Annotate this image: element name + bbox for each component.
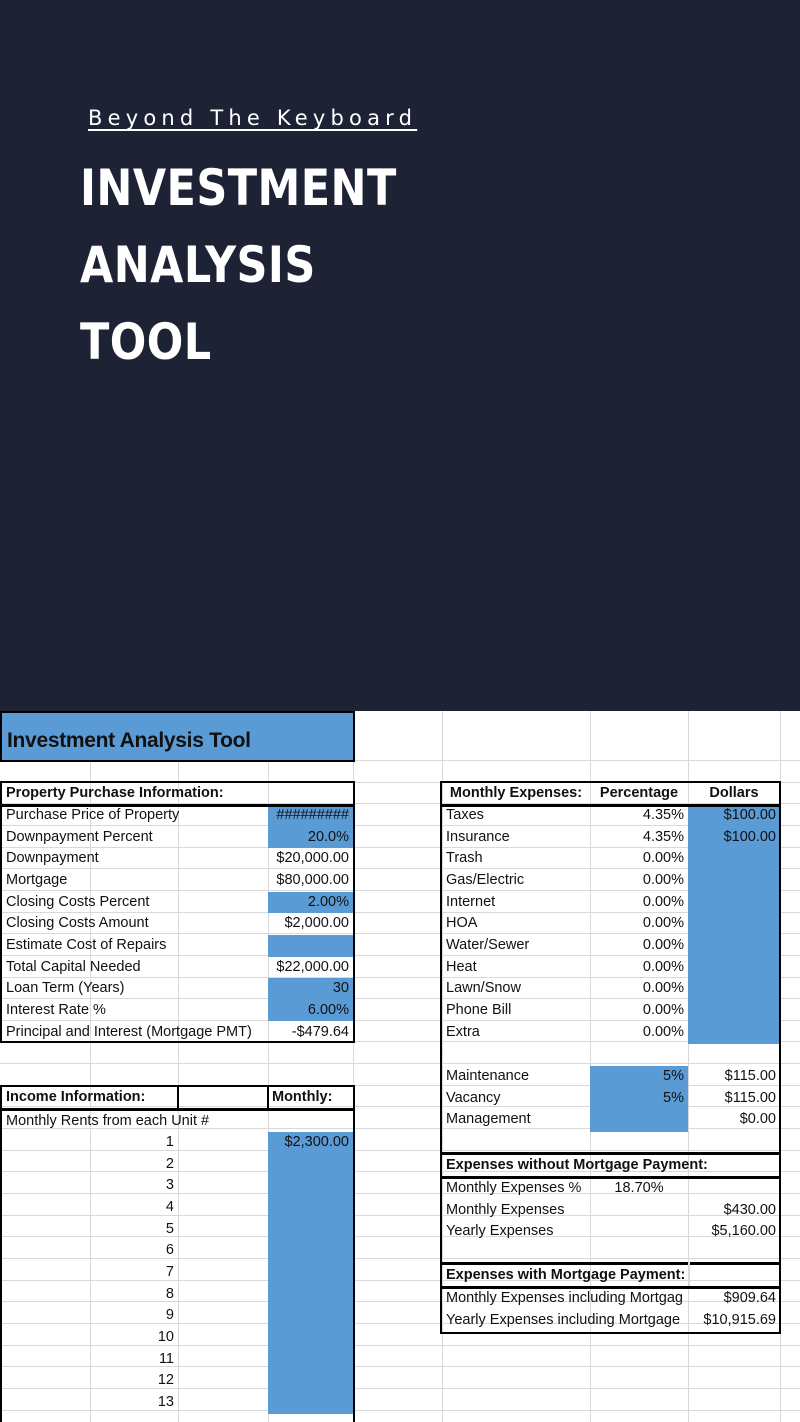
expense-percent: 0.00% — [642, 936, 684, 953]
expense-percent: 0.00% — [642, 871, 684, 888]
property-value-cell[interactable]: $22,000.00 — [276, 958, 349, 975]
unit-rent-cell[interactable] — [268, 1305, 353, 1328]
unit-number: 9 — [165, 1307, 174, 1324]
expense-percent: 4.35% — [642, 828, 684, 845]
headline-line-1: INVESTMENT — [80, 159, 397, 217]
reserve-dollars: $0.00 — [739, 1111, 776, 1128]
unit-number: 2 — [165, 1155, 174, 1172]
unit-rent-cell[interactable] — [268, 1284, 353, 1307]
without-mortgage-header[interactable]: Expenses without Mortgage Payment: — [446, 1157, 708, 1173]
expense-percent: 0.00% — [642, 1001, 684, 1018]
headline-line-2: ANALYSIS — [80, 236, 316, 294]
expense-percent: 0.00% — [642, 893, 684, 910]
expense-dollars-cell[interactable] — [688, 870, 780, 893]
reserve-label: Maintenance — [446, 1068, 530, 1084]
expense-dollars-cell[interactable] — [688, 913, 780, 936]
expense-label: Extra — [446, 1023, 480, 1040]
property-value-cell[interactable]: $80,000.00 — [276, 871, 349, 888]
unit-rent-cell[interactable] — [268, 1262, 353, 1285]
rents-subheader[interactable]: Monthly Rents from each Unit # — [6, 1113, 210, 1129]
unit-number: 10 — [157, 1328, 174, 1345]
property-value-cell[interactable]: ######### — [268, 805, 353, 827]
expense-percent: 0.00% — [642, 980, 684, 997]
unit-rent-cell[interactable] — [268, 1370, 353, 1393]
expense-dollars-cell[interactable]: $100.00 — [688, 827, 780, 850]
sheet-title[interactable]: Investment Analysis Tool — [2, 713, 353, 760]
property-value-cell[interactable]: 6.00% — [268, 1000, 353, 1022]
expense-percent: 0.00% — [642, 850, 684, 867]
reserve-dollars: $115.00 — [724, 1068, 776, 1084]
summary-label: Monthly Expenses % — [446, 1180, 582, 1196]
reserve-percent-cell[interactable] — [590, 1109, 688, 1132]
unit-rent-cell[interactable] — [268, 1175, 353, 1198]
percentage-header[interactable]: Percentage — [599, 785, 679, 801]
summary-percent: 18.70% — [614, 1180, 664, 1196]
property-label: Interest Rate % — [6, 1001, 106, 1018]
expense-dollars-cell[interactable] — [688, 1000, 780, 1023]
unit-rent-cell[interactable] — [268, 1349, 353, 1372]
expense-dollars-cell[interactable] — [688, 957, 780, 980]
mortgage-summary-label: Yearly Expenses including Mortgage — [446, 1311, 681, 1328]
unit-rent-cell[interactable] — [268, 1392, 353, 1415]
unit-number: 8 — [165, 1285, 174, 1302]
expense-dollars-cell[interactable] — [688, 978, 780, 1001]
summary-label: Yearly Expenses — [446, 1223, 554, 1240]
unit-rent-cell[interactable] — [268, 1327, 353, 1350]
unit-number: 7 — [165, 1263, 174, 1280]
unit-rent-cell[interactable] — [268, 1219, 353, 1242]
property-value-cell[interactable]: 20.0% — [268, 827, 353, 849]
with-mortgage-header[interactable]: Expenses with Mortgage Payment: — [446, 1267, 686, 1283]
summary-label: Monthly Expenses — [446, 1201, 565, 1218]
spreadsheet — [0, 711, 800, 1422]
expense-label: Taxes — [446, 807, 484, 823]
unit-number: 11 — [158, 1350, 174, 1367]
expense-percent: 4.35% — [642, 807, 684, 823]
property-label: Principal and Interest (Mortgage PMT) — [6, 1023, 252, 1040]
property-value-cell[interactable]: $20,000.00 — [276, 850, 349, 867]
property-label: Mortgage — [6, 871, 68, 888]
expense-label: Phone Bill — [446, 1001, 512, 1018]
property-label: Closing Costs Percent — [6, 893, 150, 910]
unit-rent-cell[interactable] — [268, 1154, 353, 1177]
summary-percent — [590, 1221, 688, 1243]
expense-label: HOA — [446, 915, 478, 932]
summary-dollars: $5,160.00 — [711, 1223, 776, 1240]
unit-number: 3 — [165, 1177, 174, 1194]
expense-label: Insurance — [446, 828, 510, 845]
summary-dollars: $430.00 — [723, 1201, 776, 1218]
monthly-header[interactable]: Monthly: — [272, 1089, 333, 1105]
unit-number: 6 — [165, 1242, 174, 1259]
expense-label: Trash — [446, 850, 483, 867]
unit-number: 13 — [157, 1393, 174, 1410]
property-value-cell[interactable]: -$479.64 — [291, 1023, 349, 1040]
expense-label: Gas/Electric — [446, 871, 525, 888]
property-value-cell[interactable] — [268, 935, 353, 957]
expense-dollars-cell[interactable]: $100.00 — [688, 805, 780, 828]
income-header[interactable]: Income Information: — [6, 1089, 146, 1105]
reserve-percent-cell[interactable]: 5% — [590, 1088, 688, 1111]
dollars-header[interactable]: Dollars — [709, 785, 759, 801]
expense-dollars-cell[interactable] — [688, 848, 780, 871]
unit-number: 1 — [165, 1134, 174, 1150]
expenses-header[interactable]: Monthly Expenses: — [449, 785, 583, 801]
summary-dollars — [688, 1178, 780, 1200]
unit-number: 5 — [165, 1220, 174, 1237]
brand-name: Beyond The Keyboard — [88, 106, 418, 130]
expense-label: Heat — [446, 958, 477, 975]
expense-label: Lawn/Snow — [446, 980, 521, 997]
unit-rent-cell[interactable] — [268, 1240, 353, 1263]
unit-rent-cell[interactable]: $2,300.00 — [268, 1132, 353, 1155]
property-value-cell[interactable]: 30 — [268, 978, 353, 1000]
expense-dollars-cell[interactable] — [688, 892, 780, 915]
summary-percent — [590, 1200, 688, 1222]
mortgage-summary-dollars: $10,915.69 — [703, 1311, 776, 1328]
property-label: Purchase Price of Property — [6, 807, 180, 823]
property-value-cell[interactable]: 2.00% — [268, 892, 353, 914]
property-label: Total Capital Needed — [6, 958, 141, 975]
expense-percent: 0.00% — [642, 1023, 684, 1040]
unit-number: 4 — [165, 1198, 174, 1215]
mortgage-summary-label: Monthly Expenses including Mortgag — [446, 1290, 683, 1306]
reserve-dollars: $115.00 — [724, 1089, 776, 1106]
reserve-label: Vacancy — [446, 1089, 501, 1106]
property-label: Downpayment Percent — [6, 828, 153, 845]
expense-label: Internet — [446, 893, 496, 910]
unit-rent-cell[interactable] — [268, 1197, 353, 1220]
unit-number: 12 — [157, 1372, 174, 1389]
property-value-cell[interactable]: $2,000.00 — [284, 915, 349, 932]
mortgage-summary-dollars: $909.64 — [723, 1290, 776, 1306]
property-label: Loan Term (Years) — [6, 980, 125, 997]
expense-dollars-cell[interactable] — [688, 935, 780, 958]
property-header[interactable]: Property Purchase Information: — [6, 785, 224, 801]
property-label: Closing Costs Amount — [6, 915, 149, 932]
property-label: Downpayment — [6, 850, 99, 867]
expense-dollars-cell[interactable] — [688, 1022, 780, 1045]
expense-label: Water/Sewer — [446, 936, 530, 953]
reserve-percent-cell[interactable]: 5% — [590, 1066, 688, 1089]
expense-percent: 0.00% — [642, 958, 684, 975]
property-label: Estimate Cost of Repairs — [6, 936, 167, 953]
reserve-label: Management — [446, 1111, 531, 1128]
expense-percent: 0.00% — [642, 915, 684, 932]
headline-line-3: TOOL — [80, 313, 212, 371]
